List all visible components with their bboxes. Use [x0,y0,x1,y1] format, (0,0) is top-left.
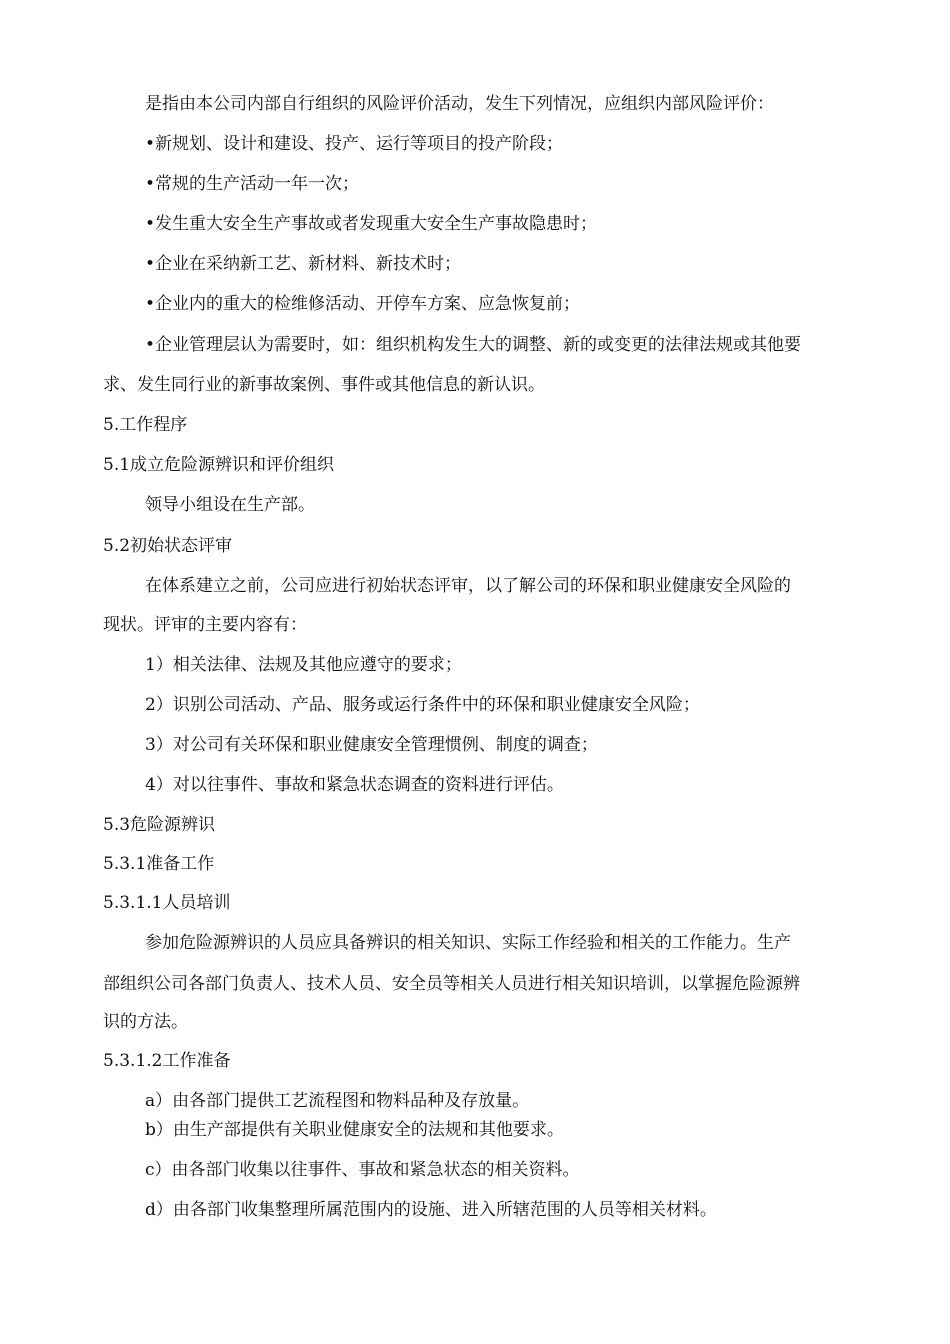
list-item: 1）相关法律、法规及其他应遵守的要求； [145,655,462,675]
paragraph-line: 现状。评审的主要内容有： [103,615,307,635]
bullet-item: •常规的生产活动一年一次； [145,174,360,194]
bullet-item: •企业在采纳新工艺、新材料、新技术时； [145,254,462,274]
section-heading: 5.2初始状态评审 [103,536,233,556]
paragraph-line: 参加危险源辨识的人员应具备辨识的相关知识、实际工作经验和相关的工作能力。生产 [145,933,791,953]
section-heading: 5.3.1准备工作 [103,854,215,874]
bullet-item: •新规划、设计和建设、投产、运行等项目的投产阶段； [145,134,564,154]
list-item: c）由各部门收集以往事件、事故和紧急状态的相关资料。 [145,1160,580,1180]
paragraph-line: 识的方法。 [103,1012,188,1032]
paragraph-line: 是指由本公司内部自行组织的风险评价活动，发生下列情况，应组织内部风险评价： [145,94,774,114]
section-heading: 5.3.1.2工作准备 [103,1051,231,1071]
list-item: d）由各部门收集整理所属范围内的设施、进入所辖范围的人员等相关材料。 [145,1200,717,1220]
list-item: b）由生产部提供有关职业健康安全的法规和其他要求。 [145,1120,564,1140]
paragraph-line: 求、发生同行业的新事故案例、事件或其他信息的新认识。 [103,375,545,395]
bullet-item: •企业管理层认为需要时，如：组织机构发生大的调整、新的或变更的法律法规或其他要 [145,335,802,355]
section-heading: 5.1成立危险源辨识和评价组织 [103,455,335,475]
paragraph-line: 领导小组设在生产部。 [145,495,315,515]
list-item: 4）对以往事件、事故和紧急状态调查的资料进行评估。 [145,775,564,795]
bullet-item: •企业内的重大的检维修活动、开停车方案、应急恢复前； [145,294,581,314]
section-heading: 5.3危险源辨识 [103,815,216,835]
paragraph-line: 部组织公司各部门负责人、技术人员、安全员等相关人员进行相关知识培训，以掌握危险源辨 [103,974,800,994]
list-item: a）由各部门提供工艺流程图和物料品种及存放量。 [145,1091,530,1111]
bullet-item: •发生重大安全生产事故或者发现重大安全生产事故隐患时； [145,214,598,234]
list-item: 3）对公司有关环保和职业健康安全管理惯例、制度的调查； [145,735,598,755]
section-heading: 5.工作程序 [103,415,188,435]
section-heading: 5.3.1.1人员培训 [103,893,231,913]
list-item: 2）识别公司活动、产品、服务或运行条件中的环保和职业健康安全风险； [145,695,700,715]
paragraph-line: 在体系建立之前，公司应进行初始状态评审，以了解公司的环保和职业健康安全风险的 [145,576,791,596]
